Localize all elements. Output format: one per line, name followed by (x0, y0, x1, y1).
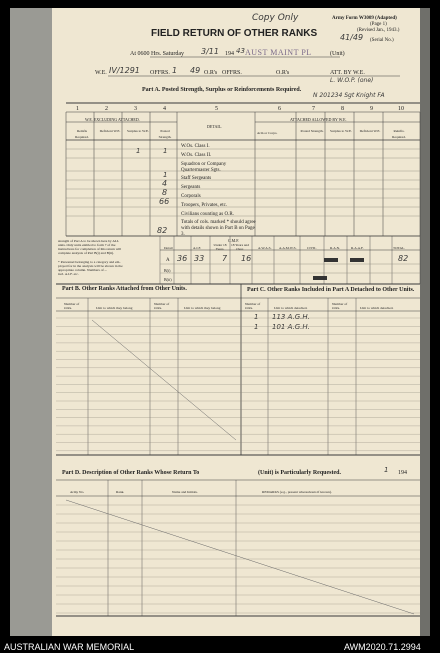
footer-institution: AUSTRALIAN WAR MEMORIAL (4, 642, 135, 652)
analysis-col: A.I.F. (193, 246, 201, 250)
col-head-deficient-att: Deficient W.E. (359, 129, 381, 133)
col-head-surplus: Surplus to W.E. (127, 129, 149, 133)
cancel-stroke (92, 320, 236, 440)
part-c-col: Number of O.Rs. (332, 302, 348, 310)
part-c-entry-num: 1 (254, 313, 259, 321)
serial-number-value: 41/49 (340, 33, 364, 42)
analysis-row: B(ii) (164, 277, 172, 282)
blacked-out-cell (313, 276, 327, 280)
note-line: units. Only units entitled to form 7 of the (58, 243, 116, 247)
note-line: * Personnel belonging to a category and em- (58, 260, 121, 264)
analysis-col: Detail (164, 246, 173, 250)
part-c-entry-unit: 101 A.G.H. (272, 323, 310, 331)
part-a-heading: Part A. Posted Strength, Surplus or Reinforcements Required. (142, 87, 302, 93)
analysis-total: 82 (398, 254, 409, 263)
analysis-col: CIVIL (307, 246, 317, 250)
note-line: strength of Part A to be shown here by ALL (58, 239, 120, 243)
form-revision: (Revised Jan., 1943.) (357, 28, 400, 33)
part-b-col: Number of O.Rs. (64, 302, 80, 310)
row-posted: 66 (159, 197, 170, 206)
analysis-col: TOTAL. (393, 246, 406, 250)
analysis-extra: 16 (241, 254, 252, 263)
unit-label: (Unit) (330, 51, 345, 57)
analysis-row: B(i) (164, 268, 171, 273)
part-b-heading: Part B. Other Ranks Attached from Other Units. (62, 286, 187, 292)
analysis-row: A (166, 258, 170, 263)
row-label: Troopers, Privates, etc. (181, 203, 228, 208)
part-d-heading: Part D. Description of Other Ranks Whose Return To (62, 470, 200, 476)
serial-label: (Serial No.) (370, 38, 394, 43)
we-value: IV/1291 (109, 66, 140, 75)
row-label: Totals of cols. marked * should agree with details shown in Part B on Page 3. (181, 220, 256, 237)
group-left-header: W.E. EXCLUDING ATTACHED. (85, 117, 140, 122)
copy-only-note: Copy Only (252, 13, 299, 23)
row-label: W.Os. Class II. (181, 153, 212, 158)
row-posted: 4 (162, 179, 168, 188)
analysis-aif: 36 (177, 254, 188, 263)
analysis-col: R.A.N. (330, 246, 341, 250)
group-right-header: ATTACHED ALLOWED BY W.E. (290, 117, 347, 122)
date-value: 3/11 (201, 47, 219, 56)
row-posted: 1 (163, 147, 168, 155)
analysis-col: A.A.M.W.S. (279, 246, 297, 250)
note-line: instructions for completion of this return will (58, 247, 122, 251)
col-head-reinfts: Reinfts Required. (75, 129, 89, 139)
part-d-year: 194 (398, 470, 407, 476)
att-value: L. W.O.P. (one) (330, 77, 374, 84)
note-line: ployed for in the analysis will be shown in the (58, 264, 123, 268)
part-d-col: Rank. (116, 490, 125, 494)
note-line: incl. A.I.F. etc. (58, 272, 79, 276)
footer-bar (0, 640, 440, 653)
col-number: 1 (76, 106, 79, 112)
analysis-cmf-header: C.M.F. (228, 238, 240, 243)
blacked-out-cell (350, 258, 364, 262)
part-b-col: Unit to which they belong (184, 306, 221, 310)
col-number: 2 (105, 106, 108, 112)
row-label: Corporals (181, 194, 201, 199)
analysis-col: A.W.A.S. (258, 246, 272, 250)
footer-accession: AWM2020.71.2994 (344, 642, 421, 652)
part-d-col: REMARKS (e.g., present whereabouts if known). (262, 490, 332, 494)
form-page-number: (Page 1) (370, 22, 387, 27)
analysis-col: R.A.A.F. (351, 246, 364, 250)
part-c-heading: Part C. Other Ranks Included in Part A Detached to Other Units. (247, 287, 415, 293)
part-c-col: Unit to which detached. (360, 306, 394, 310)
part-a-note: N 201234 Sgt Knight FA (313, 92, 385, 99)
year-value: 43 (236, 47, 245, 55)
part-c-col: Unit to which detached. (274, 306, 308, 310)
part-d-date: 1 (384, 466, 389, 474)
part-b-col: Unit to which they belong (96, 306, 133, 310)
ors-value: 49 (190, 66, 201, 75)
part-d-col: Name and Initials. (172, 490, 198, 494)
we-label: W.E. (95, 70, 107, 76)
note-line: appropriate column. Numbers of ... (58, 268, 108, 272)
blacked-out-cell (324, 258, 338, 262)
ors2-label: O.R's (276, 70, 290, 76)
col-number: 4 (163, 106, 166, 112)
offrs2-label: OFFRS. (222, 70, 242, 76)
col-head-reinfts-att: Reinfts. Required. (392, 129, 406, 139)
col-number: 3 (134, 106, 137, 112)
part-c-entry-num: 1 (254, 323, 259, 331)
part-c-col: Number of O.Rs. (245, 302, 261, 310)
col-head-arm: Arm or Corps. (257, 131, 278, 135)
row-label: Squadron or Company Quartermaster Sgts. (181, 162, 227, 173)
cancel-stroke (66, 500, 414, 614)
col-number: 6 (278, 106, 281, 112)
row-surplus: 1 (136, 147, 141, 155)
analysis-u18: 33 (194, 254, 205, 263)
unit-stamp: AUST MAINT PL (245, 48, 312, 57)
row-label: W.Os. Class I. (181, 144, 210, 149)
row-posted: 8 (162, 188, 168, 197)
analysis-col: 18 Years and Over. (231, 243, 249, 251)
ors-label: O.R's (204, 70, 218, 76)
row-posted: 1 (163, 171, 168, 179)
row-posted: 82 (157, 226, 168, 235)
att-label: ATT. BY W.E. (330, 70, 365, 76)
col-head-posted: Posted Strength. (158, 129, 172, 139)
col-number: 10 (398, 106, 404, 112)
row-label: Staff Sergeants (181, 176, 212, 181)
part-d-heading-2: (Unit) is Particularly Requested. (258, 470, 341, 476)
year-label: 194 (225, 51, 234, 57)
col-head-surplus-att: Surplus to W.E. (330, 129, 352, 133)
form-title: FIELD RETURN OF OTHER RANKS (151, 28, 318, 39)
detail-header: DETAIL. (207, 124, 223, 129)
part-d-col: Army No. (70, 490, 85, 494)
row-label: Sergeants (181, 185, 201, 190)
col-number: 7 (312, 106, 315, 112)
col-head-deficient: Deficient W.E. (99, 129, 121, 133)
army-form-number: Army Form W3009 (Adapted) (332, 16, 397, 21)
col-number: 8 (341, 106, 344, 112)
analysis-o18: 7 (222, 254, 228, 263)
col-number: 5 (215, 106, 218, 112)
offrs-value: 1 (172, 66, 178, 75)
row-label: Civilians counting as O.R. (181, 212, 234, 217)
analysis-col: Under 18 Years. (213, 243, 227, 251)
col-head-posted-att: Posted Strength. (300, 129, 324, 133)
part-c-entry-unit: 113 A.G.H. (272, 313, 310, 321)
part-b-col: Number of O.Rs. (154, 302, 170, 310)
at-label: At 0600 Hrs. Saturday (130, 51, 184, 57)
note-line: complete analysis of Part B(i) and B(ii). (58, 251, 115, 255)
col-number: 9 (370, 106, 373, 112)
offrs-label: OFFRS. (150, 70, 170, 76)
